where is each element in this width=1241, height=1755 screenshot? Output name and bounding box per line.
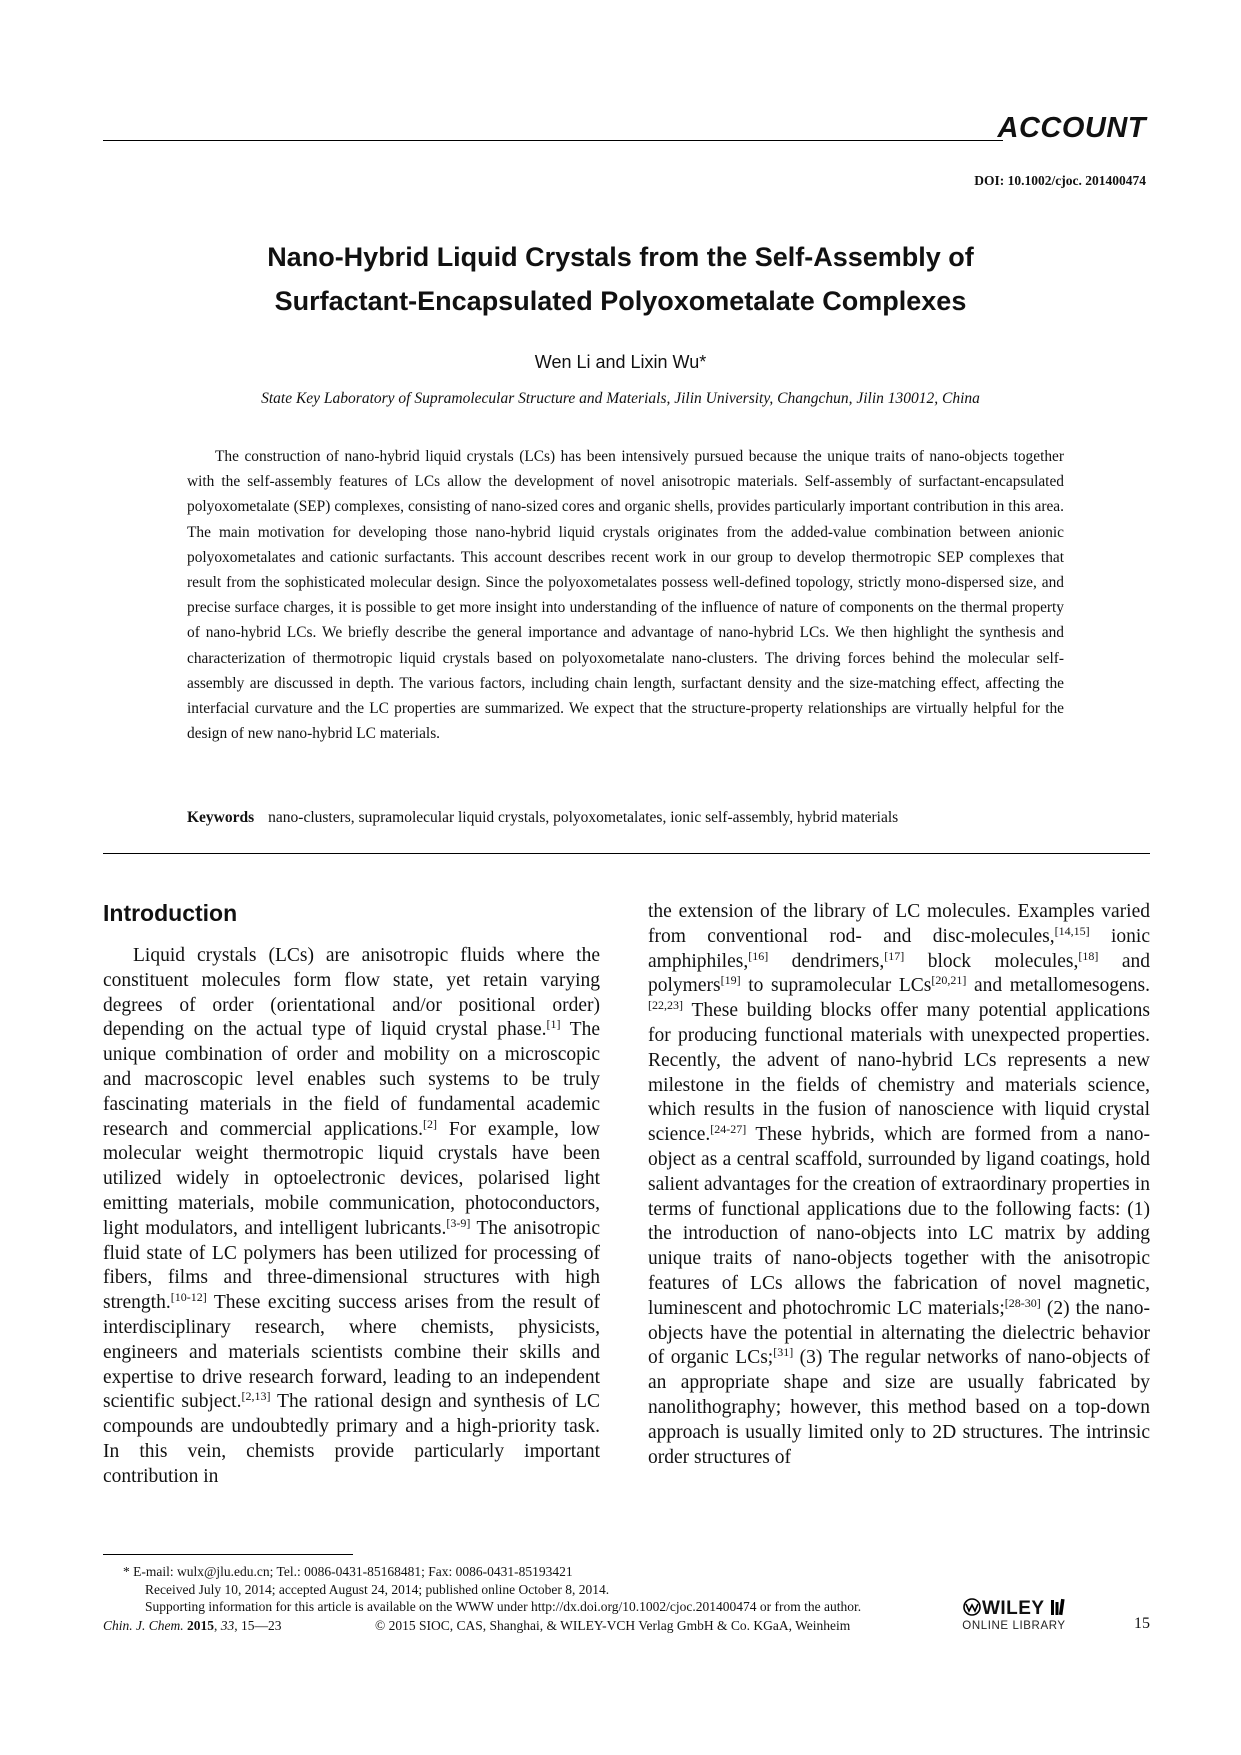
affiliation: State Key Laboratory of Supramolecular Structure and Materials, Jilin University, Changchun, Jilin 130012, China xyxy=(261,390,980,407)
doi-value: : 10.1002/cjoc. 201400474 xyxy=(999,173,1146,188)
online-library-text: ONLINE LIBRARY xyxy=(962,1620,1066,1632)
citation: [19] xyxy=(720,973,741,988)
intro-right-column xyxy=(648,900,1150,1470)
doi-label: DOI xyxy=(974,173,1000,188)
authors: Wen Li and Lixin Wu* xyxy=(534,352,707,372)
intro-left-column xyxy=(103,944,600,1490)
citation: [28-30] xyxy=(1004,1295,1041,1310)
section-heading-introduction: Introduction xyxy=(103,900,238,926)
article-title xyxy=(120,235,1121,323)
book-stack-icon xyxy=(1050,1598,1066,1616)
journal-year: 2015 xyxy=(187,1618,214,1633)
footnote-supporting-info: Supporting information for this article is available on the WWW under http://dx.doi.org/10.1002/cjoc.201400474 or from the author. xyxy=(145,1599,862,1615)
journal-volume: 33 xyxy=(220,1618,235,1633)
wiley-logo-mark xyxy=(958,1598,1070,1620)
abstract: The construction of nano-hybrid liquid crystals (LCs) has been intensively pursued because the unique traits of nano-objects together with the self-assembly features of LCs allow the development of novel anisotropic materials. Self-assembly of surfactant-encapsulated polyoxometalate (SEP) complexes, consisting of nano-sized cores and organic shells, provides particularly important contribution in this area. The main motivation for developing those nano-hybrid liquid crystals originates from the added-value combination between anionic polyoxometalates and cationic surfactants. This account describes recent work in our group to develop thermotropic SEP complexes that result from the sophisticated molecular design. Since the polyoxometalates possess well-defined topology, strictly mono-dispersed size, and precise surface charges, it is possible to get more insight into understanding of the influence of nature of components on the thermal property of nano-hybrid LCs. We briefly describe the general importance and advantage of nano-hybrid LCs. We then highlight the synthesis and characterization of thermotropic liquid crystals based on polyoxometalate nano-clusters. The driving forces behind the molecular self-assembly are discussed in depth. The various factors, including chain length, surfactant density and the size-matching effect, affecting the interfacial curvature and the LC properties are summarized. We expect that the structure-property relationships are virtually helpful for the design of new nano-hybrid LC materials. xyxy=(187,448,1064,743)
keywords xyxy=(187,809,898,827)
intro-text: block molecules, xyxy=(904,950,1079,972)
journal-citation: Chin. J. Chem. 2015, 33, 15—23 xyxy=(103,1618,282,1633)
intro-text: These exciting success arises from the result of interdisciplinary research, where chemists, physicists, engineers and materials scientists combine their skills and expertise to drive research forward, leading to an independent scientific subject. xyxy=(103,1292,600,1413)
section-label: ACCOUNT xyxy=(997,112,1146,144)
intro-text: The anisotropic fluid state of LC polymers has been utilized for processing of fibers, films and three-dimensional structures with high strength. xyxy=(103,1217,600,1314)
citation: [16] xyxy=(748,948,769,963)
wiley-online-library-logo xyxy=(958,1598,1070,1632)
intro-text: dendrimers, xyxy=(768,950,885,972)
citation: [1] xyxy=(546,1017,561,1032)
intro-text: ionic amphiphiles, xyxy=(648,925,1150,972)
intro-text: For example, low molecular weight thermotropic liquid crystals have been utilized widely in optoelectronic devices, polarised light emitting materials, mobile communication, photoconductors, light modulators, and intelligent lubricants. xyxy=(103,1118,600,1239)
title-line-1: Nano-Hybrid Liquid Crystals from the Self-Assembly of xyxy=(267,242,974,272)
citation: [22,23] xyxy=(648,998,683,1013)
intro-text: These building blocks offer many potential applications for producing functional materials with unexpected properties. Recently, the advent of nano-hybrid LCs represents a new milestone in the fields of chemistry and materials science, which results in the fusion of nanoscience with liquid crystal science. xyxy=(648,1000,1150,1146)
copyright: © 2015 SIOC, CAS, Shanghai, & WILEY-VCH Verlag GmbH & Co. KGaA, Weinheim xyxy=(375,1618,851,1633)
citation: [10-12] xyxy=(170,1290,207,1305)
wiley-logo-text: WILEY xyxy=(981,1598,1045,1619)
intro-text: to supramolecular LCs xyxy=(740,975,932,997)
citation: [2,13] xyxy=(241,1389,271,1404)
intro-text: (2) the nano-objects have the potential in alternating the dielectric behavior of organic LCs; xyxy=(648,1297,1150,1369)
citation: [20,21] xyxy=(931,973,967,988)
intro-text: (3) The regular networks of nano-objects of an appropriate shape and size are usually fabricated by nanolithography; however, this method based on a top-down approach is usually limited only to 2D structures. The intrinsic order structures of xyxy=(648,1347,1150,1468)
citation: [2] xyxy=(422,1116,437,1131)
intro-text: and polymers xyxy=(648,950,1150,997)
intro-text: Liquid crystals (LCs) are anisotropic fluids where the constituent molecules form flow state, yet retain varying degrees of order (orientational and/or positional order) depending on the actual type of liquid crystal phase. xyxy=(103,945,600,1041)
wiley-emblem-icon xyxy=(962,1598,982,1616)
abstract-divider xyxy=(103,853,1150,854)
footnote-dates: Received July 10, 2014; accepted August 24, 2014; published online October 8, 2014. xyxy=(145,1581,610,1597)
intro-text: The rational design and synthesis of LC compounds are undoubtedly primary and a high-priority task. In this vein, chemists provide particularly important contribution in xyxy=(103,1391,601,1487)
footnote-rule xyxy=(103,1554,353,1555)
footnotes xyxy=(123,1563,861,1616)
page-number: 15 xyxy=(1134,1615,1150,1632)
intro-text: These hybrids, which are formed from a nano-object as a central scaffold, surrounded by ligand coatings, hold salient advantages for the creation of extraordinary properties in terms of functional applications due to the following facts: (1) the introduction of nano-objects into LC matrix by adding unique traits of nano-objects together with the anisotropic features of LCs allows the fabrication of novel magnetic, luminescent and photochromic LC materials; xyxy=(648,1124,1150,1319)
journal-name: Chin. J. Chem. xyxy=(103,1618,184,1633)
keywords-list: nano-clusters, supramolecular liquid crystals, polyoxometalates, ionic self-assembly, hybrid materials xyxy=(268,809,899,826)
citation: [18] xyxy=(1078,948,1099,963)
intro-text: and metallomesogens. xyxy=(966,975,1150,997)
intro-text: The unique combination of order and mobility on a microscopic and macroscopic level enables such systems to be truly fascinating materials in the field of fundamental academic research and commercial applications. xyxy=(103,1019,600,1140)
title-line-2: Surfactant-Encapsulated Polyoxometalate Complexes xyxy=(274,286,967,316)
citation: [31] xyxy=(773,1345,794,1360)
citation: [17] xyxy=(884,948,905,963)
journal-pages: , 15—23 xyxy=(234,1618,282,1633)
intro-text: the extension of the library of LC molecules. Examples varied from conventional rod- and disc-molecules, xyxy=(648,901,1150,947)
doi xyxy=(974,173,1146,189)
citation: [14,15] xyxy=(1054,923,1090,938)
footnote-contact: * E-mail: wulx@jlu.edu.cn; Tel.: 0086-0431-85168481; Fax: 0086-0431-85193421 xyxy=(123,1564,573,1579)
header-rule xyxy=(103,140,1003,141)
citation: [3-9] xyxy=(446,1215,471,1230)
keywords-label: Keywords xyxy=(187,809,255,826)
citation: [24-27] xyxy=(710,1122,747,1137)
